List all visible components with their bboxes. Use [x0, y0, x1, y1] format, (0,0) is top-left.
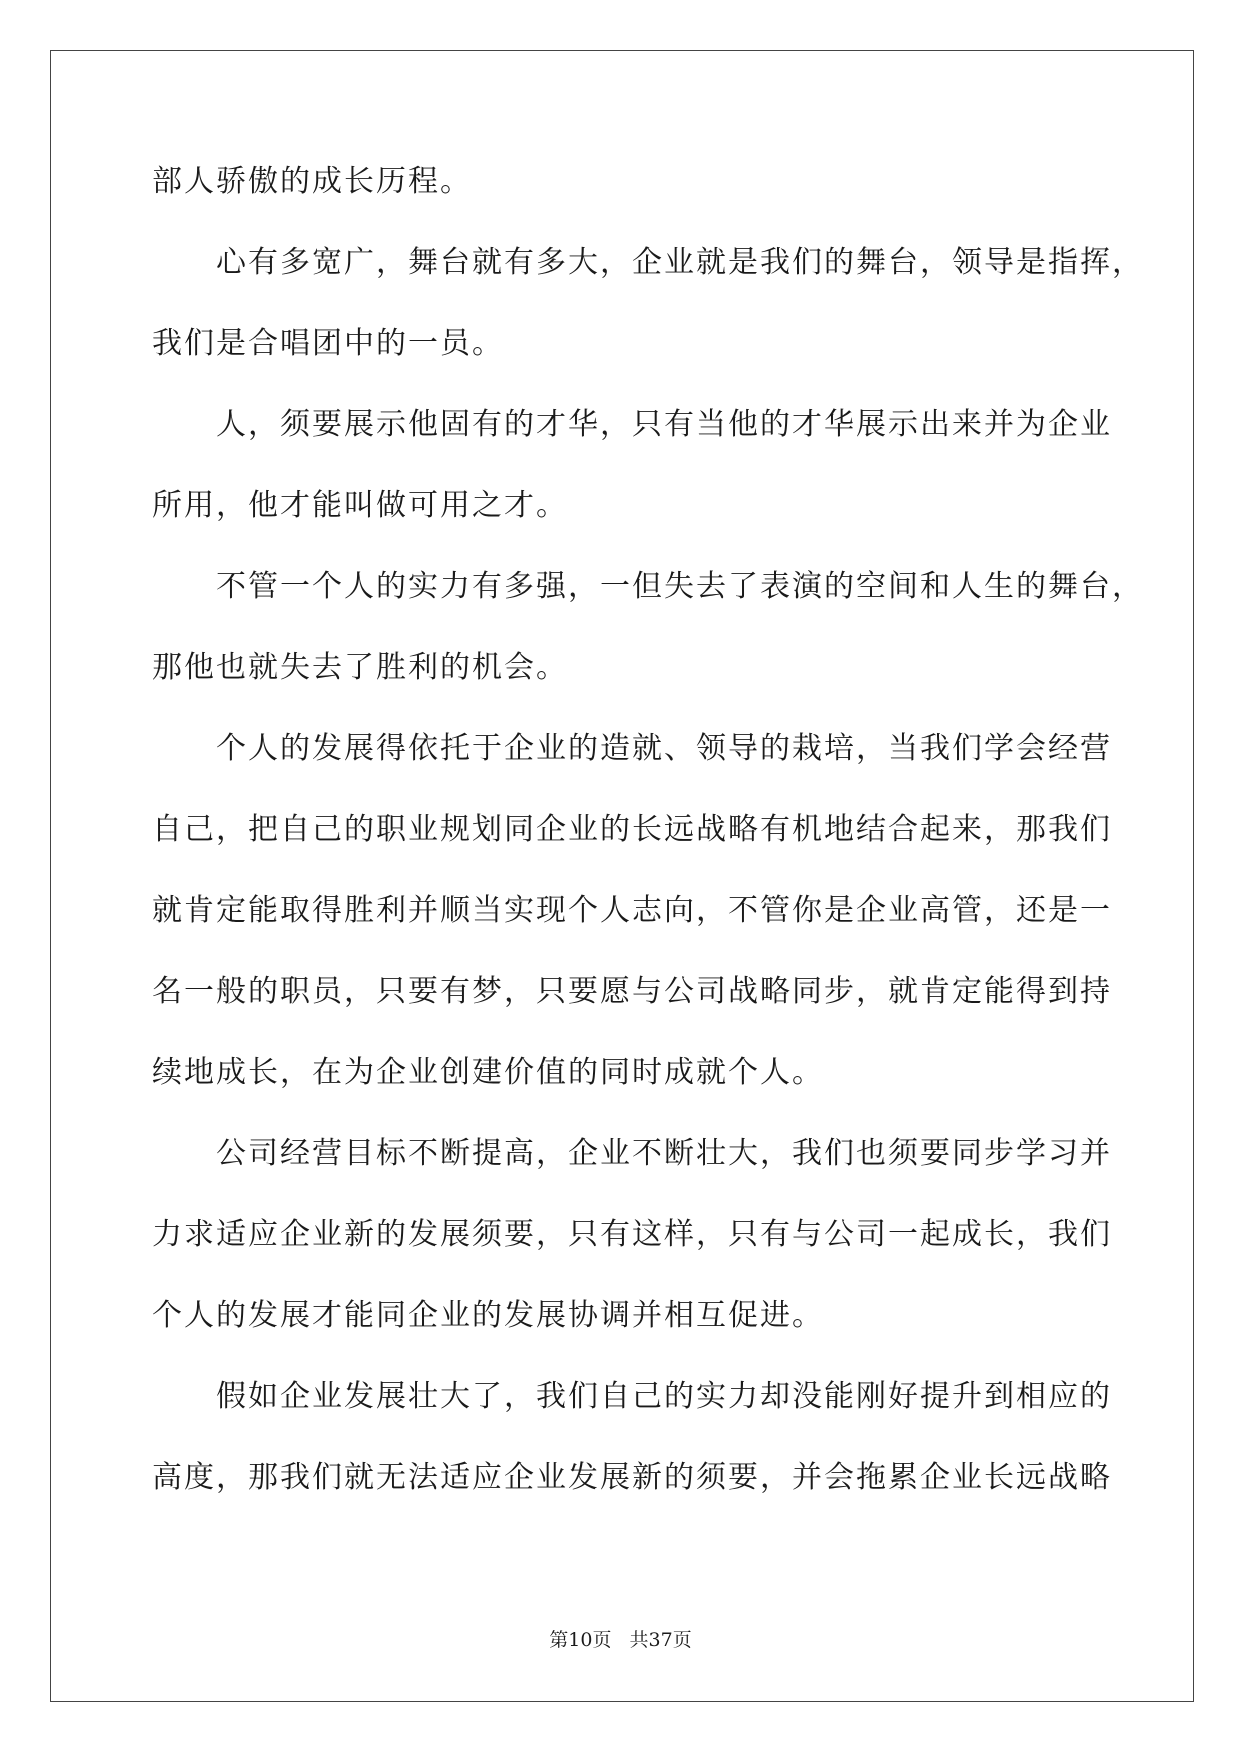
- text-line: 公司经营目标不断提高，企业不断壮大，我们也须要同步学习并: [216, 1136, 1112, 1171]
- text-line: 个人的发展得依托于企业的造就、领导的栽培，当我们学会经营: [216, 731, 1112, 766]
- text-line: 部人骄傲的成长历程。: [152, 164, 472, 199]
- text-line: 就肯定能取得胜利并顺当实现个人志向，不管你是企业高管，还是一: [152, 893, 1112, 928]
- text-line: 我们是合唱团中的一员。: [152, 326, 504, 361]
- text-line: 不管一个人的实力有多强，一但失去了表演的空间和人生的舞台，: [216, 569, 1144, 604]
- total-pages: 共37页: [629, 1629, 692, 1651]
- text-line: 名一般的职员，只要有梦，只要愿与公司战略同步，就肯定能得到持: [152, 974, 1112, 1009]
- document-body: [152, 158, 1144, 1535]
- page-footer: [0, 1628, 1241, 1652]
- text-line: 高度，那我们就无法适应企业发展新的须要，并会拖累企业长远战略: [152, 1460, 1112, 1495]
- text-line: 所用，他才能叫做可用之才。: [152, 488, 568, 523]
- text-line: 心有多宽广，舞台就有多大，企业就是我们的舞台，领导是指挥，: [216, 245, 1144, 280]
- text-line: 个人的发展才能同企业的发展协调并相互促进。: [152, 1298, 824, 1333]
- text-line: 假如企业发展壮大了，我们自己的实力却没能刚好提升到相应的: [216, 1379, 1112, 1414]
- text-line: 自己，把自己的职业规划同企业的长远战略有机地结合起来，那我们: [152, 812, 1112, 847]
- text-line: 续地成长，在为企业创建价值的同时成就个人。: [152, 1055, 824, 1090]
- text-line: 力求适应企业新的发展须要，只有这样，只有与公司一起成长，我们: [152, 1217, 1112, 1252]
- text-line: 那他也就失去了胜利的机会。: [152, 650, 568, 685]
- page-number: 第10页: [549, 1629, 612, 1651]
- text-line: 人，须要展示他固有的才华，只有当他的才华展示出来并为企业: [216, 407, 1112, 442]
